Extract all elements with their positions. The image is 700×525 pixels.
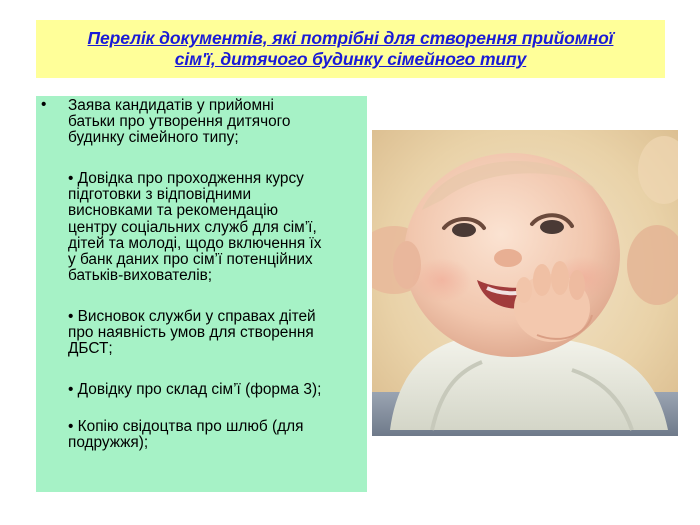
list-item-line: дітей та молоді, щодо включення їх [68, 234, 322, 252]
list-item-line: будинку сімейного типу; [68, 129, 239, 147]
list-item-line: подружжя); [68, 434, 149, 452]
bullet-icon: • [41, 96, 47, 113]
title-line-1: Перелік документів, які потрібні для створення прийомної [87, 28, 614, 48]
list-item-line: у банк даних про сім’ї потенційних [68, 251, 313, 269]
list-item-family-composition [68, 382, 368, 398]
list-item-line: батьків-вихователів; [68, 267, 213, 285]
list-item-line: центру соціальних служб для сім’ї, [68, 218, 317, 236]
list-item-line: Заява кандидатів у прийомні [68, 97, 274, 114]
list-item-line: • Висновок служби у справах дітей [68, 308, 316, 325]
list-item-line: ДБСТ; [68, 340, 113, 358]
list-item-line: • Копію свідоцтва про шлюб (для [68, 418, 304, 435]
list-item-line: • Довідка про проходження курсу [68, 170, 304, 187]
list-item-application [68, 98, 368, 147]
list-item-children-service-conclusion [68, 309, 368, 358]
title-banner [36, 20, 665, 78]
baby-photo-icon [372, 130, 678, 436]
title-line-2: сім'ї, дитячого будинку сімейного типу [174, 49, 527, 69]
list-item-marriage-certificate [68, 419, 368, 451]
list-item-line: • Довідку про склад сім’ї (форма 3); [68, 381, 322, 398]
list-item-line: батьки про утворення дитячого [68, 113, 291, 131]
list-item-line: підготовки з відповідними [68, 186, 252, 204]
list-item-line: про наявність умов для створення [68, 324, 314, 342]
list-item-course-certificate [68, 171, 368, 284]
list-item-line: висновками та рекомендацію [68, 202, 279, 220]
document-list [36, 96, 367, 492]
